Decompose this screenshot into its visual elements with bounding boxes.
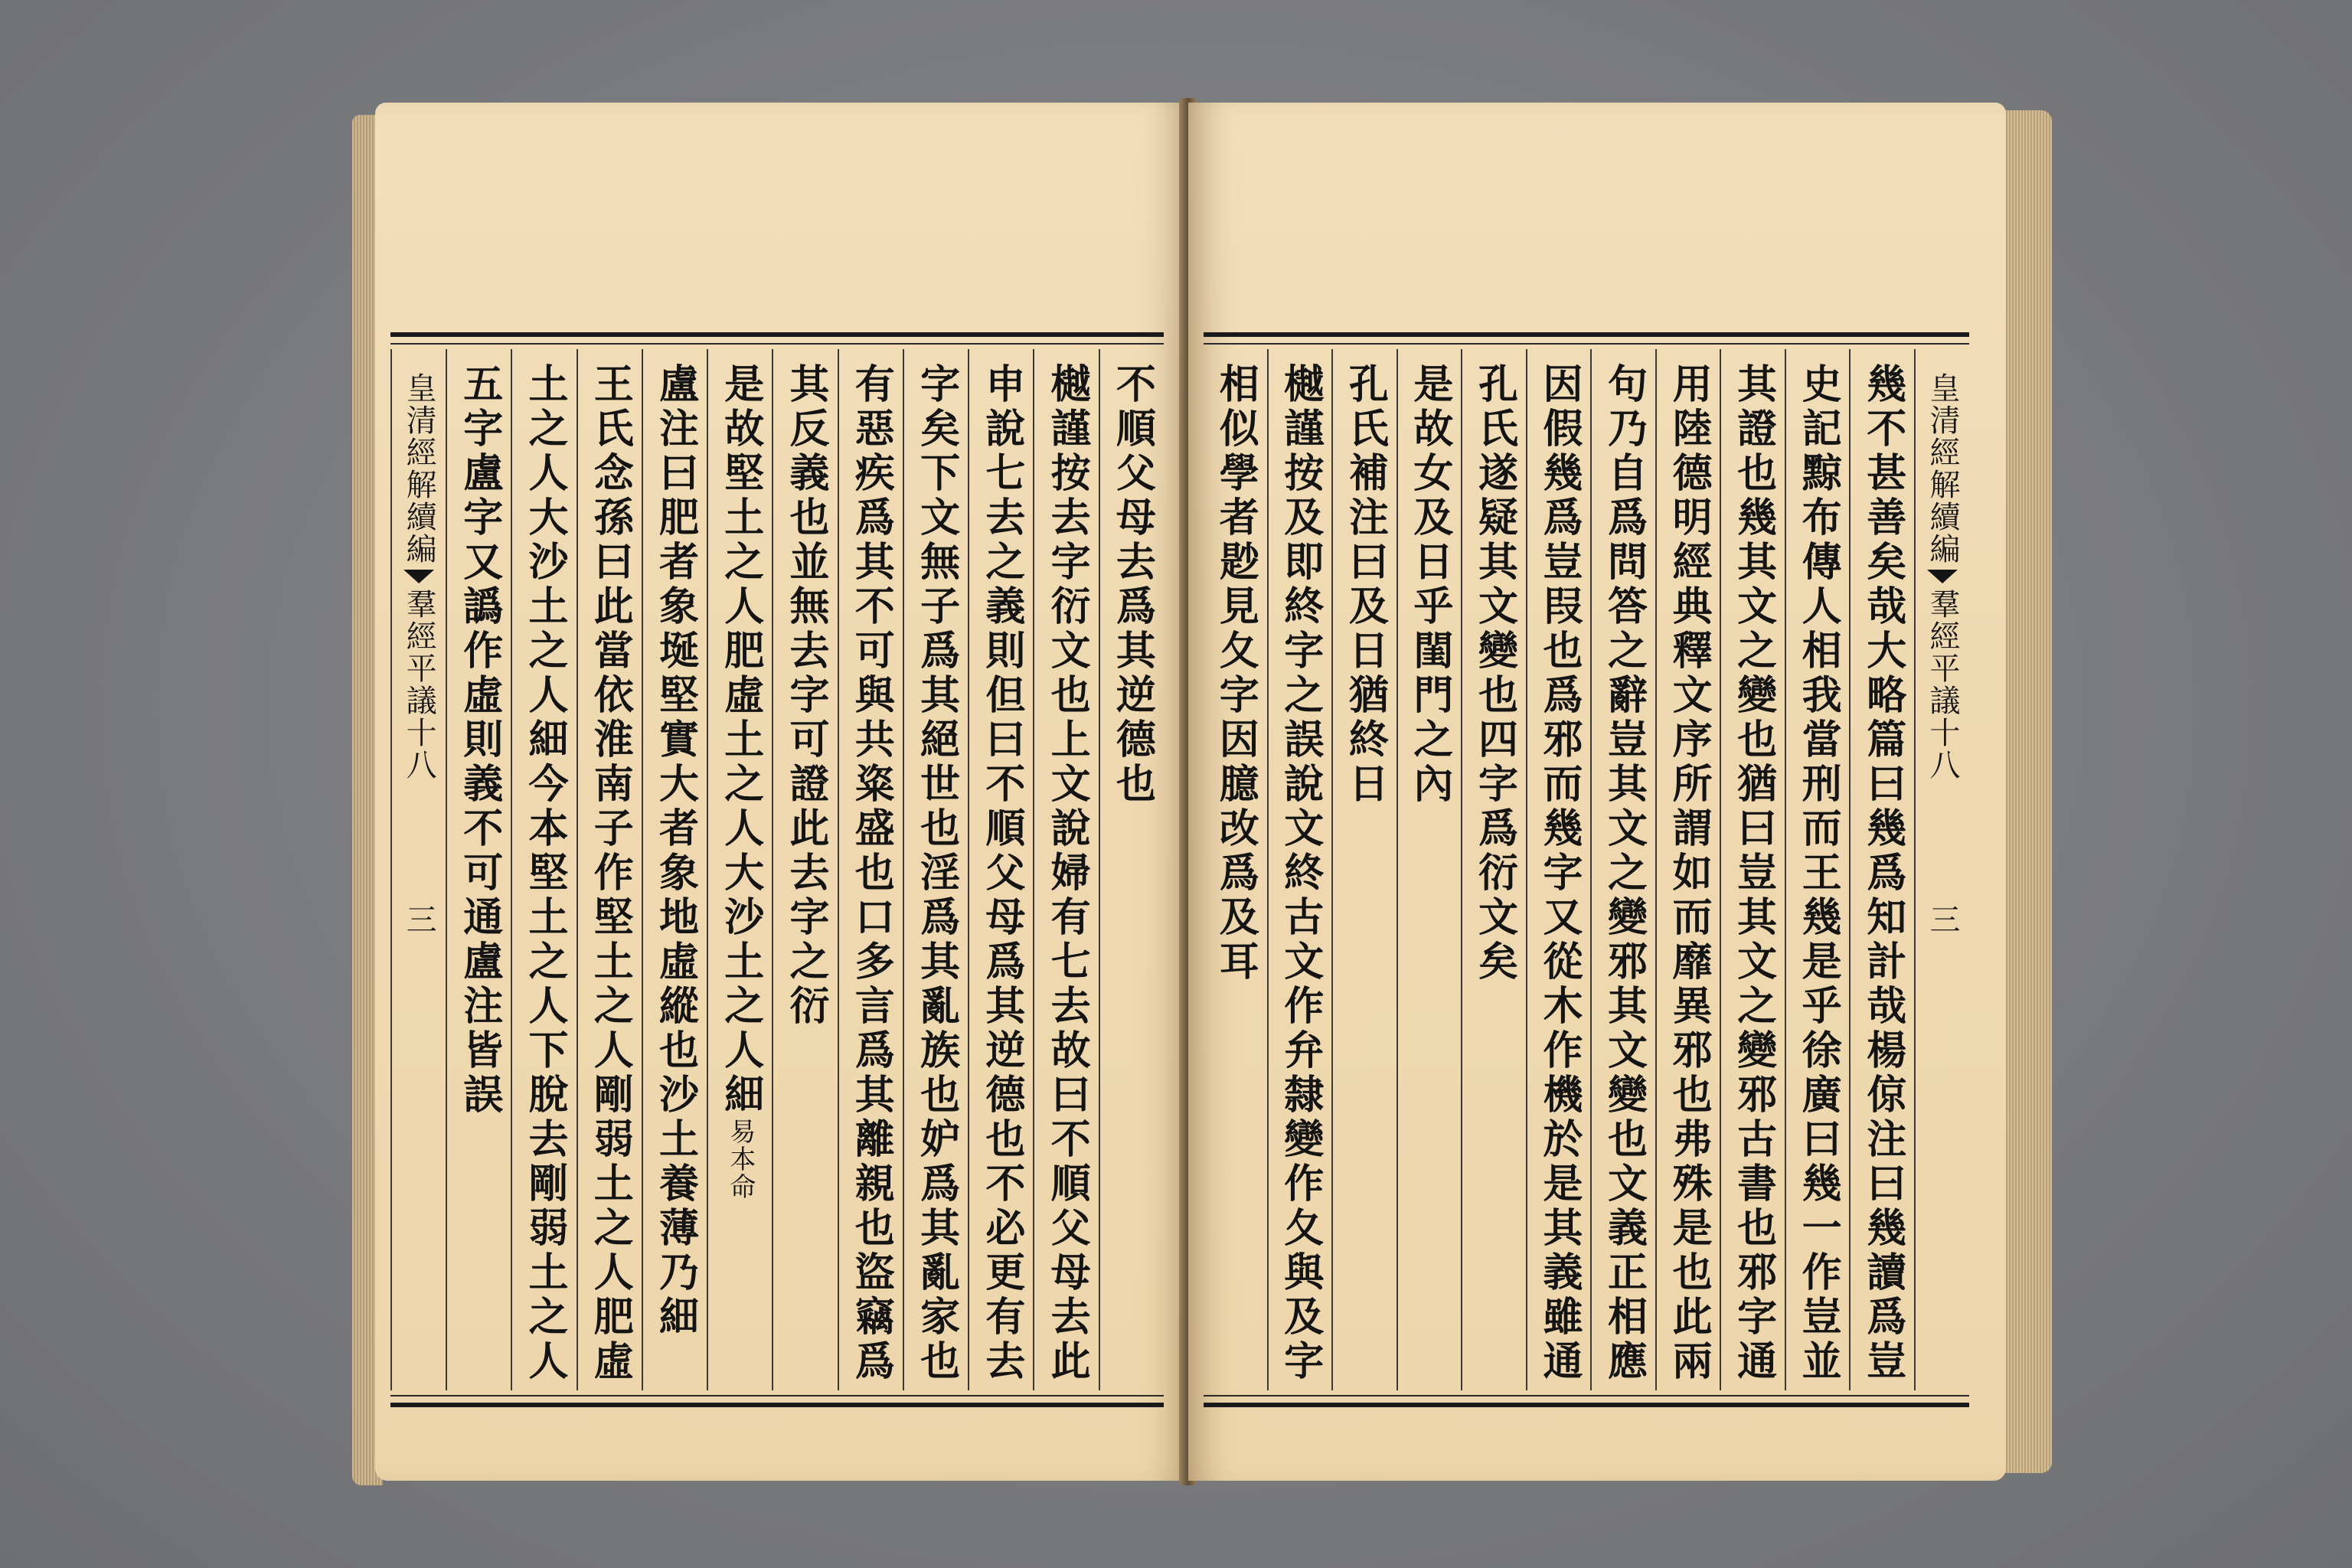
text-column: 孔氏補注曰及日猶終日 xyxy=(1331,349,1396,1390)
text-column: 有惡疾爲其不可與共粢盛也口多言爲其離親也盜竊爲 xyxy=(838,349,903,1390)
interlinear-note: 易本命 xyxy=(724,1118,756,1200)
text-column: 因假幾爲豈叚也爲邪而幾字又從木作機於是其義雖通 xyxy=(1526,349,1591,1390)
text-column: 是故堅土之人肥虛土之人大沙土之人細易本命 xyxy=(707,349,772,1390)
text-column: 相似學者尟見夂字因臆改爲及耳 xyxy=(1212,363,1259,985)
left-text-frame xyxy=(390,332,1164,1407)
text-column: 孔氏遂疑其文變也四字爲衍文矣 xyxy=(1461,349,1526,1390)
text-column: 申說七去之義則但曰不順父母爲其逆德也不必更有去 xyxy=(968,349,1033,1390)
text-column: 樾謹按及即終字之誤說文終古文作弁隸變作夂與及字 xyxy=(1267,349,1332,1390)
text-column: 幾不甚善矣哉大略篇曰幾爲知計哉楊倞注曰幾讀爲豈 xyxy=(1849,349,1914,1390)
left-columns xyxy=(390,349,1164,1390)
fold-subtitle: 羣經平議十八 xyxy=(401,588,437,781)
text-column: 其反義也並無去字可證此去字之衍 xyxy=(772,349,837,1390)
text-column: 是故女及日乎閨門之內 xyxy=(1396,349,1462,1390)
right-page-edges xyxy=(1998,110,2052,1473)
text-column: 史記黥布傳人相我當刑而王幾是乎徐廣曰幾一作豈並 xyxy=(1785,349,1850,1390)
fold-title: 皇清經解續編 xyxy=(401,372,437,565)
text-column: 其證也幾其文之變也猶曰豈其文之變邪古書也邪字通 xyxy=(1720,349,1785,1390)
right-text-frame xyxy=(1204,332,1969,1407)
fold-page-number: 三 xyxy=(401,903,437,936)
text-column: 土之人大沙土之人細今本堅土之人下脫去剛弱土之人 xyxy=(511,349,576,1390)
left-fold-margin xyxy=(390,349,446,1390)
fishtail-mark xyxy=(1927,570,1958,583)
text-column: 王氏念孫曰此當依淮南子作堅土之人剛弱土之人肥虛 xyxy=(577,349,642,1390)
text-column: 字矣下文無子爲其絕世也淫爲其亂族也妒爲其亂家也 xyxy=(903,349,968,1390)
fold-title: 皇清經解續編 xyxy=(1925,372,1960,565)
text-column: 句乃自爲問答之辭豈其文之變邪其文變也文義正相應 xyxy=(1590,349,1655,1390)
right-page xyxy=(1188,103,2006,1481)
left-page xyxy=(375,103,1188,1481)
right-fold-margin xyxy=(1914,349,1969,1390)
text-column: 用陸德明經典釋文序所謂如而靡異邪也弗殊是也此兩 xyxy=(1655,349,1720,1390)
fold-subtitle: 羣經平議十八 xyxy=(1925,588,1960,781)
text-column: 五字盧字又譌作虛則義不可通盧注皆誤 xyxy=(446,349,511,1390)
text-column: 盧注曰肥者象埏堅實大者象地虛縱也沙土養薄乃細 xyxy=(642,349,707,1390)
open-book xyxy=(352,92,2052,1493)
fishtail-mark xyxy=(403,570,434,583)
right-columns xyxy=(1204,349,1969,1390)
fold-page-number: 三 xyxy=(1925,903,1960,936)
text-column: 不順父母去爲其逆德也 xyxy=(1099,349,1164,1390)
text-column: 樾謹按去字衍文也上文說婦有七去故曰不順父母去此 xyxy=(1033,349,1098,1390)
